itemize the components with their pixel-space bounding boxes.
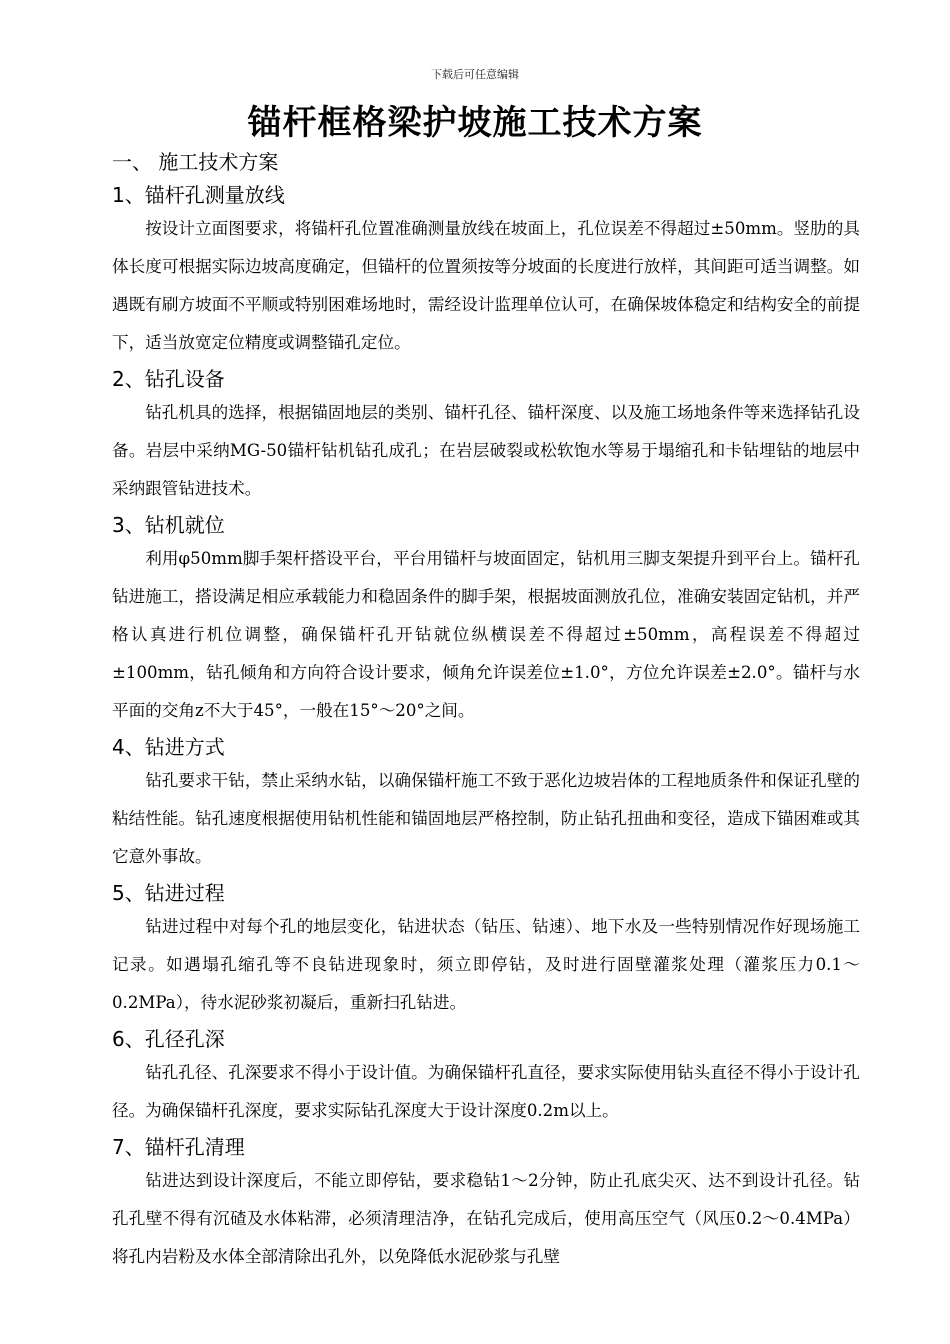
subsection-heading-1: 1、锚杆孔测量放线 xyxy=(112,183,285,207)
paragraph-5: 钻进过程中对每个孔的地层变化，钻进状态（钻压、钻速）、地下水及一些特别情况作好现场施工记录。如遇塌孔缩孔等不良钻进现象时，须立即停钻，及时进行固壁灌浆处理（灌浆压力0.1～0.2MPa），待水泥砂浆初凝后，重新扫孔钻进。 xyxy=(112,917,860,1012)
paragraph-6: 钻孔孔径、孔深要求不得小于设计值。为确保锚杆孔直径，要求实际使用钻头直径不得小于设计孔径。为确保锚杆孔深度，要求实际钻孔深度大于设计深度0.2m以上。 xyxy=(112,1063,860,1120)
subsection-heading-5: 5、钻进过程 xyxy=(112,881,225,905)
document-body xyxy=(112,146,860,1276)
subsection-heading-6: 6、孔径孔深 xyxy=(112,1027,225,1051)
paragraph-7: 钻进达到设计深度后，不能立即停钻，要求稳钻1～2分钟，防止孔底尖灭、达不到设计孔径。钻孔孔壁不得有沉碴及水体粘滞，必须清理洁净，在钻孔完成后，使用高压空气（风压0.2～0.4MPa）将孔内岩粉及水体全部清除出孔外，以免降低水泥砂浆与孔壁 xyxy=(112,1171,860,1266)
paragraph-1: 按设计立面图要求，将锚杆孔位置准确测量放线在坡面上，孔位误差不得超过±50mm。竖肋的具体长度可根据实际边坡高度确定，但锚杆的位置须按等分坡面的长度进行放样，其间距可适当调整。如遇既有刷方坡面不平顺或特别困难场地时，需经设计监理单位认可，在确保坡体稳定和结构安全的前提下，适当放宽定位精度或调整锚孔定位。 xyxy=(112,219,860,352)
subsection-heading-7: 7、锚杆孔清理 xyxy=(112,1135,245,1159)
subsection-heading-3: 3、钻机就位 xyxy=(112,513,225,537)
section-heading: 一、 施工技术方案 xyxy=(112,150,279,174)
subsection-heading-4: 4、钻进方式 xyxy=(112,735,225,759)
paragraph-3: 利用φ50mm脚手架杆搭设平台，平台用锚杆与坡面固定，钻机用三脚支架提升到平台上。锚杆孔钻进施工，搭设满足相应承载能力和稳固条件的脚手架，根据坡面测放孔位，准确安装固定钻机，并严格认真进行机位调整，确保锚杆孔开钻就位纵横误差不得超过±50mm，高程误差不得超过±100mm，钻孔倾角和方向符合设计要求，倾角允许误差位±1.0°，方位允许误差±2.0°。锚杆与水平面的交角z不大于45°，一般在15°～20°之间。 xyxy=(112,549,860,720)
paragraph-2: 钻孔机具的选择，根据锚固地层的类别、锚杆孔径、锚杆深度、以及施工场地条件等来选择钻孔设备。岩层中采纳MG-50锚杆钻机钻孔成孔；在岩层破裂或松软饱水等易于塌缩孔和卡钻埋钻的地层中采纳跟管钻进技术。 xyxy=(112,403,860,498)
page-header: 下载后可任意编辑 xyxy=(431,68,519,81)
paragraph-4: 钻孔要求干钻，禁止采纳水钻，以确保锚杆施工不致于恶化边坡岩体的工程地质条件和保证孔壁的粘结性能。钻孔速度根据使用钻机性能和锚固地层严格控制，防止钻孔扭曲和变径，造成下锚困难或其它意外事故。 xyxy=(112,771,860,866)
document-title: 锚杆框格梁护坡施工技术方案 xyxy=(247,103,703,143)
subsection-heading-2: 2、钻孔设备 xyxy=(112,367,225,391)
